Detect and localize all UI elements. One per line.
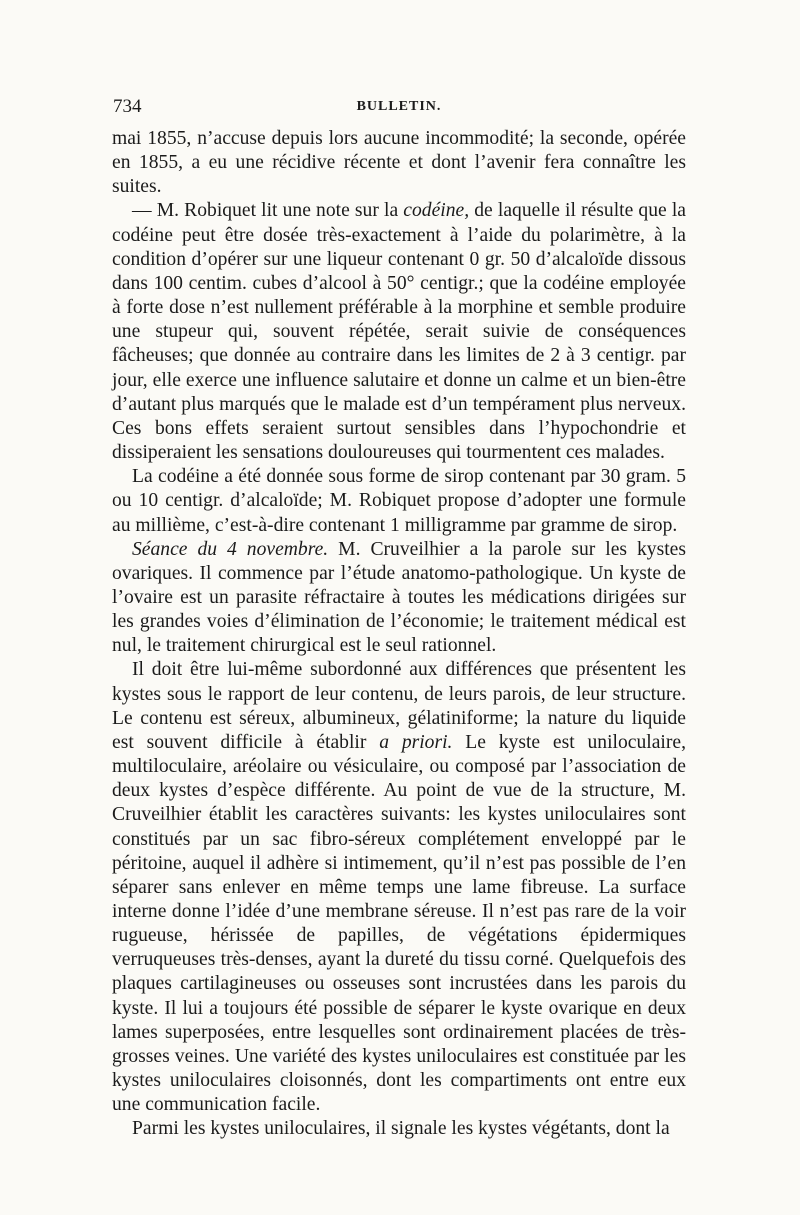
page-number: 734 xyxy=(113,96,142,117)
paragraph-5 xyxy=(112,658,686,1117)
paragraph-text: Il doit être lui-même subordonné aux différences que présentent les kystes sous le rapport de leur contenu, de leurs parois, de leur structure. Le contenu est séreux, albumineux, gélatiniforme; la nature du liquide est souvent difficile à établir xyxy=(112,659,686,753)
running-head: BULLETIN. xyxy=(356,99,442,114)
paragraph-text: M. Cruveilhier a la parole sur les kystes ovariques. Il commence par l’étude anatomo-pathologique. Un kyste de l’ovaire est un parasite réfractaire à toutes les médications dirigées sur les grandes voies d’élimination de l’économie; le traitement médical est nul, le traitement chirurgical est le seul rationnel. xyxy=(112,538,686,657)
paragraph-2 xyxy=(112,199,686,465)
paragraph-6 xyxy=(112,1117,686,1141)
body-text xyxy=(112,127,686,1142)
paragraph-text: mai 1855, n’accuse depuis lors aucune incommodité; la seconde, opérée en 1855, a eu une récidive récente et dont l’avenir fera connaître les suites. xyxy=(112,128,686,198)
paragraph-text: — M. Robiquet lit une note sur la xyxy=(132,200,404,222)
paragraph-text: La codéine a été donnée sous forme de sirop contenant par 30 gram. 5 ou 10 centigr. d’alcaloïde; M. Robiquet propose d’adopter une formule au millième, c’est-à-dire contenant 1 milligramme par gramme de sirop. xyxy=(112,466,686,536)
italic-term: codéine, xyxy=(403,200,470,222)
paragraph-1 xyxy=(112,127,686,199)
paragraph-text: Le kyste est uniloculaire, multiloculaire, aréolaire ou vésiculaire, ou composé par l’association de deux kystes d’espèce différente. Au point de vue de la structure, M. Cruveilhier établit les caractères suivants: les kystes uniloculaires sont constitués par un sac fibro-séreux complétement enveloppé par le péritoine, auquel il adhère si intimement, qu’il n’est pas possible de l’en séparer sans enlever en même temps une lame fibreuse. La surface interne donne l’idée d’une membrane séreuse. Il n’est pas rare de la voir rugueuse, hérissée de papilles, de végétations épidermiques verruqueuses très-denses, ayant la dureté du tissu corné. Quelquefois des plaques cartilagineuses ou osseuses sont incrustées dans les parois du kyste. Il lui a toujours été possible de séparer le kyste ovarique en deux lames superposées, entre lesquelles sont ordinairement placées de très-grosses veines. Une variété des kystes uniloculaires est constituée par les kystes uniloculaires cloisonnés, dont les compartiments ont entre eux une communication facile. xyxy=(112,731,686,1116)
paragraph-3 xyxy=(112,465,686,537)
paragraph-4 xyxy=(112,538,686,659)
session-date: Séance du 4 novembre. xyxy=(132,538,329,560)
paragraph-text: de laquelle il résulte que la codéine peut être dosée très-exactement à l’aide du polarimètre, à la condition d’opérer sur une liqueur contenant 0 gr. 50 d’alcaloïde dissous dans 100 centim. cubes d’alcool à 50° centigr.; que la codéine employée à forte dose n’est nullement préférable à la morphine et semble produire une stupeur qui, souvent répétée, serait suivie de conséquences fâcheuses; que donnée au contraire dans les limites de 2 à 3 centigr. par jour, elle exerce une influence salutaire et donne un calme et un bien-être d’autant plus marqués que le malade est d’un tempérament plus nerveux. Ces bons effets seraient surtout sensibles dans l’hypochondrie et dissiperaient les sensations douloureuses qui tourmentent ces malades. xyxy=(112,200,686,464)
paragraph-text: Parmi les kystes uniloculaires, il signale les kystes végétants, dont la xyxy=(132,1118,670,1140)
italic-term: a priori. xyxy=(379,731,453,753)
page-header xyxy=(113,96,685,120)
